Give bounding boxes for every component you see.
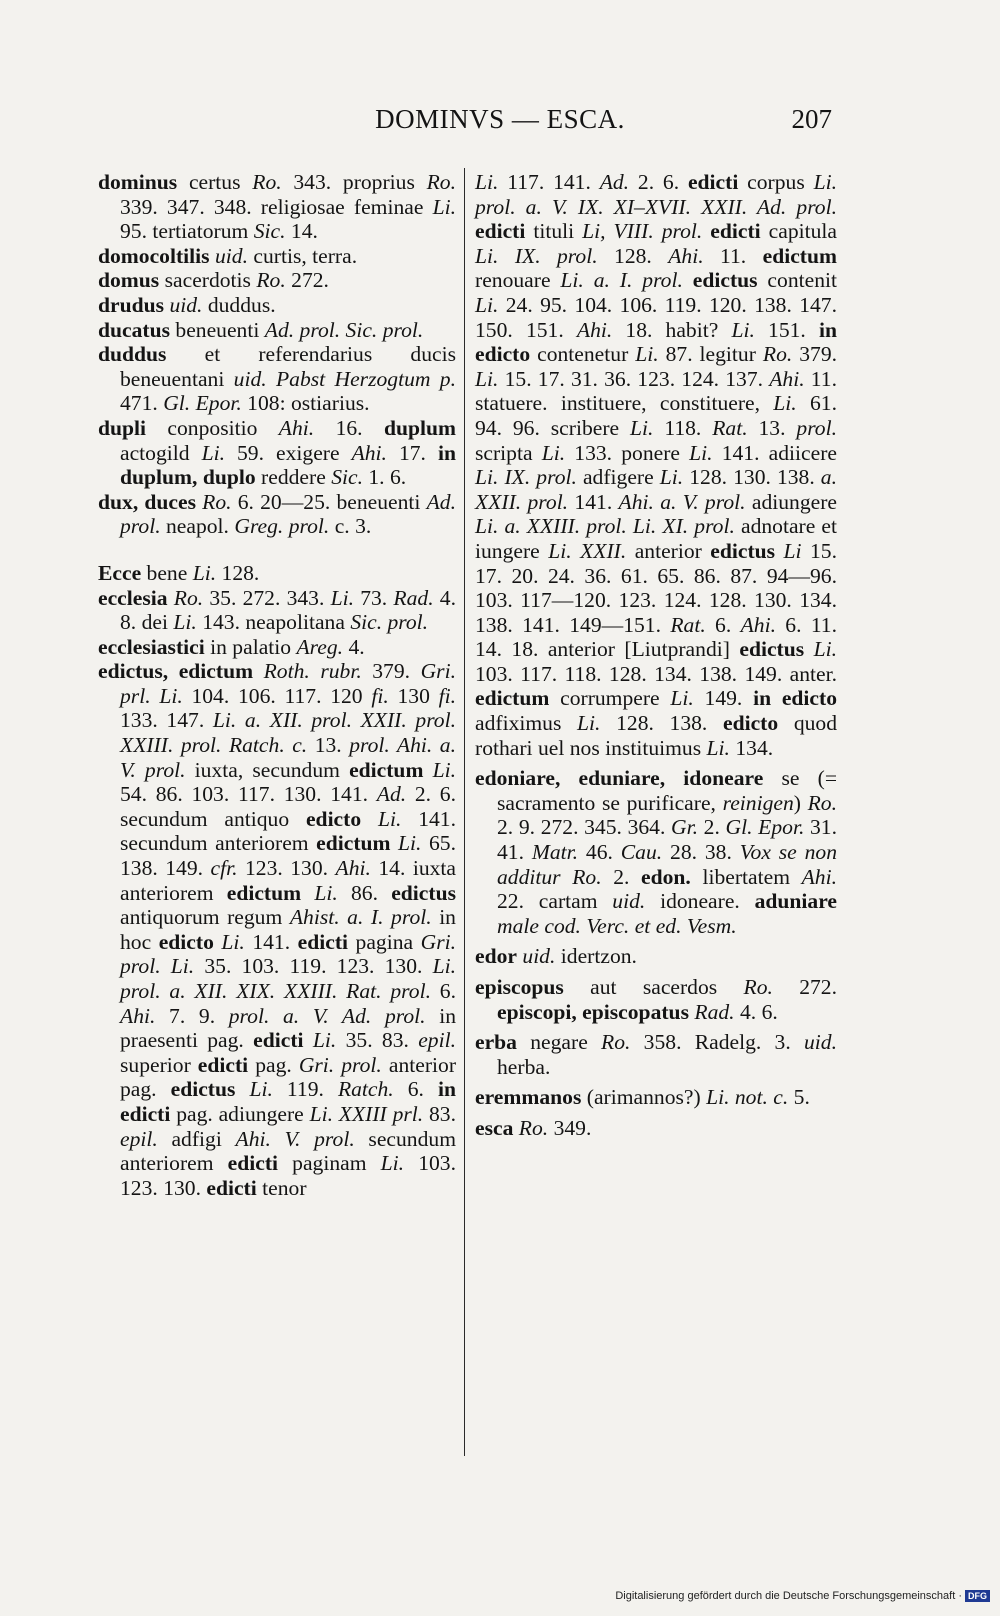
entry-edictus: edictus, edictum Roth. rubr. 379. Gri. prl. Li. 104. 106. 117. 120 fi. 130 fi. 133. 147. Li. a. XII. prol. XXII. prol. XXIII. prol. Ratch. c. 13. prol. Ahi. a. V. prol. iuxta, secundum edictum Li. 54. 86. 103. 117. 130. 141. Ad. 2. 6. secundum antiquo edicto Li. 141. secundum anteriorem edictum Li. 65. 138. 149. cfr. 123. 130. Ahi. 14. iuxta anteriorem edictum Li. 86. edictus antiquorum regum Ahist. a. I. prol. in hoc edicto Li. 141. edicti pagina Gri. prol. Li. 35. 103. 119. 123. 130. Li. prol. a. XII. XIX. XXIII. Rat. prol. 6. Ahi. 7. 9. prol. a. V. Ad. prol. in praesenti pag. edicti Li. 35. 83. epil. superior edicti pag. Gri. prol. anterior pag. edictus Li. 119. Ratch. 6. in edicti pag. adiungere Li. XXIII prl. 83. epil. adfigi Ahi. V. prol. secundum anteriorem edicti paginam Li. 103. 123. 130. edicti tenor [98,659,457,1200]
entry-esca: esca Ro. 349. [475,1115,592,1140]
dfg-logo: DFG [965,1590,990,1602]
entry-dux: dux, duces Ro. 6. 20—25. beneuenti Ad. prol. neapol. Greg. prol. c. 3. [98,489,456,539]
entry-erba: erba negare Ro. 358. Radelg. 3. uid. herba. [475,1030,837,1079]
footer-text: Digitalisierung gefördert durch die Deutsche Forschungsgemeinschaft · [615,1589,962,1602]
entry-drudus: drudus uid. duddus. [98,292,276,317]
column-divider [464,168,465,1456]
right-column [475,170,837,1141]
entry-ecclesiastici: ecclesiastici in palatio Areg. 4. [98,634,365,659]
entry-episcopus: episcopus aut sacerdos Ro. 272. episcopi, episcopatus Rad. 4. 6. [475,975,837,1024]
running-title: DOMINVS — ESCA. [375,104,625,134]
entry-ecce: Ecce bene Li. 128. [98,560,260,585]
entry-duddus: duddus et referendarius ducis beneuentani uid. Pabst Herzogtum p. 471. Gl. Epor. 108: ostiarius. [98,342,456,416]
entry-domus: domus sacerdotis Ro. 272. [98,268,329,293]
left-column [98,170,456,1200]
page-header [0,104,1000,144]
page-number: 207 [791,104,832,134]
entry-ducatus: ducatus beneuenti Ad. prol. Sic. prol. [98,317,424,342]
section-gap [98,539,456,561]
entry-dupli: dupli conpositio Ahi. 16. duplum actogild Li. 59. exigere Ahi. 17. in duplum, duplo reddere Sic. 1. 6. [98,415,456,490]
entry-ecclesia: ecclesia Ro. 35. 272. 343. Li. 73. Rad. 4. 8. dei Li. 143. neapolitana Sic. prol. [98,585,456,635]
entry-edor: edor uid. idertzon. [475,944,637,969]
entry-eremmanos: eremmanos (arimannos?) Li. not. c. 5. [475,1085,810,1110]
entry-edictus-continued: Li. 117. 141. Ad. 2. 6. edicti corpus Li. prol. a. V. IX. XI–XVII. XXII. Ad. prol. edicti tituli Li, VIII. prol. edicti capitula Li. IX. prol. 128. Ahi. 11. edictum renouare Li. a. I. prol. edictus contenit Li. 24. 95. 104. 106. 119. 120. 138. 147. 150. 151. Ahi. 18. habit? Li. 151. in edicto contenetur Li. 87. legitur Ro. 379. Li. 15. 17. 31. 36. 123. 124. 137. Ahi. 11. statuere. instituere, constituere, Li. 61. 94. 96. scribere Li. 118. Rat. 13. prol. scripta Li. 133. ponere Li. 141. adiicere Li. IX. prol. adfigere Li. 128. 130. 138. a. XXII. prol. 141. Ahi. a. V. prol. adiungere Li. a. XXIII. prol. Li. XI. prol. adnotare et iungere Li. XXII. anterior edictus Li 15. 17. 20. 24. 36. 61. 65. 86. 87. 94—96. 103. 117—120. 123. 124. 128. 130. 134. 138. 141. 149—151. Rat. 6. Ahi. 6. 11. 14. 18. anterior [Liutprandi] edictus Li. 103. 117. 118. 128. 134. 138. 149. anter. edictum corrumpere Li. 149. in edicto adfiximus Li. 128. 138. edicto quod rothari uel nos instituimus Li. 134. [475,170,838,760]
entry-dominus: dominus certus Ro. 343. proprius Ro. 339. 347. 348. religiosae feminae Li. 95. tertiatorum Sic. 14. [98,170,456,244]
entry-domocoltilis: domocoltilis uid. curtis, terra. [98,243,358,268]
footer-credit [615,1590,990,1602]
entry-edoniare: edoniare, eduniare, idoneare se (= sacramento se purificare, reinigen) Ro. 2. 9. 272. 345. 364. Gr. 2. Gl. Epor. 31. 41. Matr. 46. Cau. 28. 38. Vox se non additur Ro. 2. edon. libertatem Ahi. 22. cartam uid. idoneare. aduniare male cod. Verc. et ed. Vesm. [475,766,838,938]
